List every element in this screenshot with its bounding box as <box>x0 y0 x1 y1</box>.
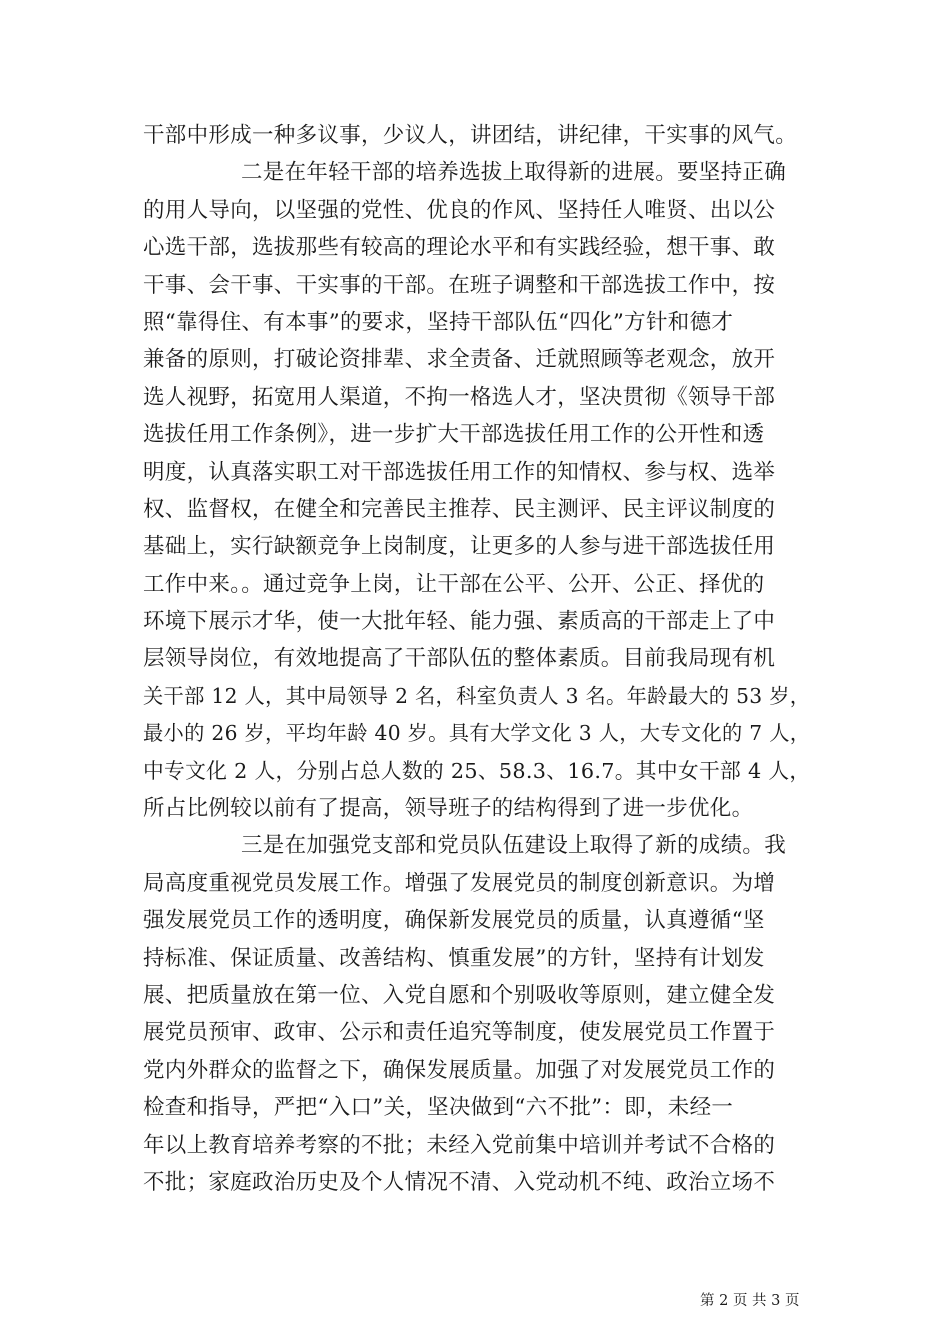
text-line: 明度，认真落实职工对干部选拔任用工作的知情权、参与权、选举 <box>143 459 776 485</box>
text-line: 局高度重视党员发展工作。增强了发展党员的制度创新意识。为增 <box>143 870 776 896</box>
document-body <box>143 117 811 1201</box>
text-line: 展党员预审、政审、公示和责任追究等制度，使发展党员工作置于 <box>143 1020 776 1046</box>
text-line: 最小的 26 岁，平均年龄 40 岁。具有大学文化 3 人，大专文化的 7 人， <box>143 721 811 746</box>
text-line: 兼备的原则，打破论资排辈、求全责备、迁就照顾等老观念，放开 <box>143 347 776 373</box>
text-line: 所占比例较以前有了提高，领导班子的结构得到了进一步优化。 <box>143 796 754 822</box>
text-line: 关干部 12 人，其中局领导 2 名，科室负责人 3 名。年龄最大的 53 岁， <box>143 683 811 708</box>
text-line: 的用人导向，以坚强的党性、优良的作风、坚持任人唯贤、出以公 <box>143 197 776 223</box>
text-line: 环境下展示才华，使一大批年轻、能力强、素质高的干部走上了中 <box>143 609 776 635</box>
text-line: 工作中来。。通过竞争上岗，让干部在公平、公开、公正、择优的 <box>143 571 765 597</box>
text-line: 三是在加强党支部和党员队伍建设上取得了新的成绩。我 <box>241 833 787 859</box>
text-line: 基础上，实行缺额竞争上岗制度，让更多的人参与进干部选拔任用 <box>143 534 776 560</box>
text-line: 选人视野，拓宽用人渠道，不拘一格选人才，坚决贯彻《领导干部 <box>143 384 776 410</box>
text-line: 检查和指导，严把“入口”关，坚决做到“六不批”：即，未经一 <box>143 1095 734 1121</box>
text-line: 权、监督权，在健全和完善民主推荐、民主测评、民主评议制度的 <box>143 496 776 522</box>
text-line: 不批；家庭政治历史及个人情况不清、入党动机不纯、政治立场不 <box>143 1169 776 1195</box>
page-number-footer: 第 2 页 共 3 页 <box>700 1293 800 1309</box>
text-line: 照“靠得住、有本事”的要求，坚持干部队伍“四化”方针和德才 <box>143 309 734 335</box>
text-line: 展、把质量放在第一位、入党自愿和个别吸收等原则，建立健全发 <box>143 982 776 1008</box>
text-line: 干事、会干事、干实事的干部。在班子调整和干部选拔工作中，按 <box>143 272 776 298</box>
text-line: 心选干部，选拔那些有较高的理论水平和有实践经验，想干事、敢 <box>143 235 776 261</box>
text-line: 中专文化 2 人，分别占总人数的 25、58.3、16.7。其中女干部 4 人， <box>143 758 811 783</box>
text-line: 选拔任用工作条例》，进一步扩大干部选拔任用工作的公开性和透 <box>143 422 765 448</box>
text-line: 层领导岗位，有效地提高了干部队伍的整体素质。目前我局现有机 <box>143 646 776 672</box>
text-line: 干部中形成一种多议事，少议人，讲团结，讲纪律，干实事的风气。 <box>143 123 798 148</box>
text-line: 强发展党员工作的透明度，确保新发展党员的质量，认真遵循“坚 <box>143 908 765 934</box>
text-line: 持标准、保证质量、改善结构、慎重发展”的方针，坚持有计划发 <box>143 945 765 971</box>
text-line: 年以上教育培养考察的不批；未经入党前集中培训并考试不合格的 <box>143 1132 776 1158</box>
text-line: 党内外群众的监督之下，确保发展质量。加强了对发展党员工作的 <box>143 1057 776 1083</box>
text-line: 二是在年轻干部的培养选拔上取得新的进展。要坚持正确 <box>241 160 787 186</box>
